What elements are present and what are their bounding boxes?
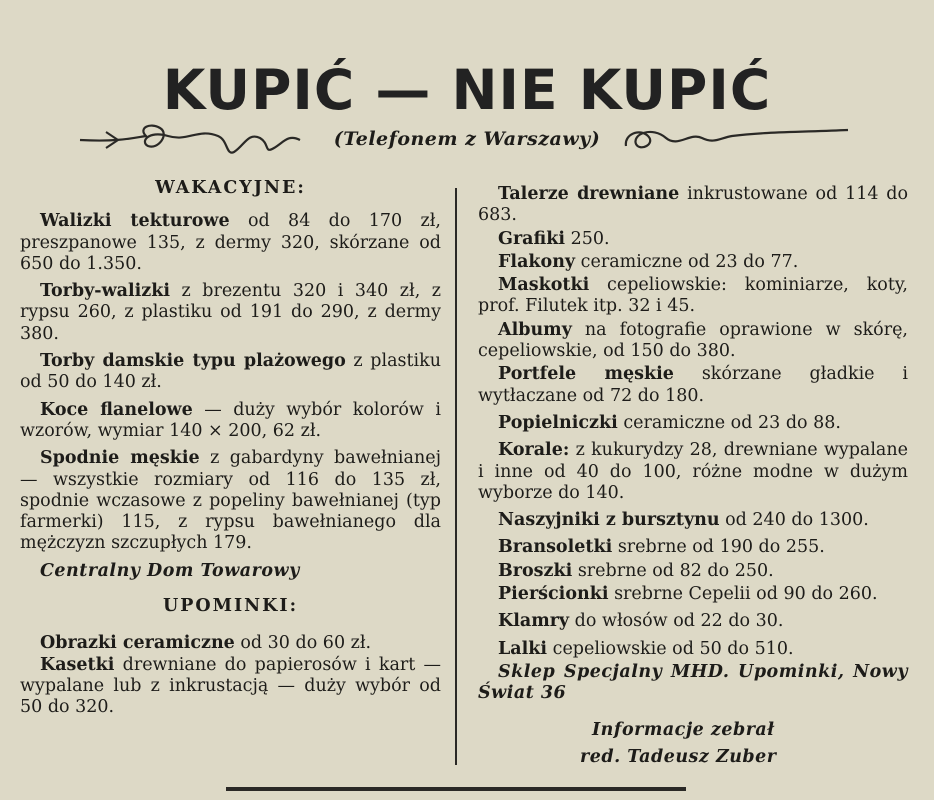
item-torby-walizki: Torby-walizki z brezentu 320 i 340 zł, z rypsu 260, z plastiku od 191 do 290, z dermy 380. bbox=[20, 281, 441, 344]
item-flakony: Flakony ceramiczne od 23 do 77. bbox=[498, 251, 799, 272]
credit-line1: Informacje zebrał bbox=[592, 720, 775, 740]
item-pierscionki: Pierścionki srebrne Cepelii od 90 do 260. bbox=[498, 584, 878, 605]
item-bransoletki: Bransoletki srebrne od 190 do 255. bbox=[498, 537, 825, 558]
section-heading-wakacyjne: WAKACYJNE: bbox=[155, 178, 306, 198]
subtitle: (Telefonem z Warszawy) bbox=[333, 128, 601, 150]
section-heading-upominki: UPOMINKI: bbox=[162, 596, 299, 617]
item-torby-damskie: Torby damskie typu plażowego z plastiku od 50 do 140 zł. bbox=[20, 351, 441, 393]
item-portfele: Portfele męskie skórzane gładkie i wytłaczane od 72 do 180. bbox=[478, 364, 908, 406]
left-column bbox=[20, 178, 441, 725]
bottom-rule bbox=[226, 787, 686, 791]
source-mhd: Sklep Specjalny MHD. Upominki, Nowy Świat 36 bbox=[478, 661, 908, 704]
item-spodnie: Spodnie męskie z gabardyny bawełnianej — wszystkie rozmiary od 116 do 135 zł, spodnie wczasowe z popeliny bawełnianej (typ farmerki) 115, z rypsu bawełnianego dla mężczyzn szczupłych 179. bbox=[20, 448, 442, 554]
headline: KUPIĆ — NIE KUPIĆ bbox=[162, 58, 772, 122]
item-talerze: Talerze drewniane inkrustowane od 114 do 683. bbox=[478, 184, 908, 226]
item-klamry: Klamry do włosów od 22 do 30. bbox=[498, 611, 784, 632]
item-lalki: Lalki cepeliowskie od 50 do 510. bbox=[498, 638, 794, 659]
right-column bbox=[478, 184, 908, 707]
item-naszyjniki: Naszyjniki z bursztynu od 240 do 1300. bbox=[498, 510, 869, 531]
item-koce: Koce flanelowe — duży wybór kolorów i wzorów, wymiar 140 × 200, 62 zł. bbox=[20, 399, 441, 441]
source-cdt: Centralny Dom Towarowy bbox=[40, 560, 300, 581]
column-divider bbox=[455, 188, 457, 765]
credit-line2: red. Tadeusz Zuber bbox=[580, 747, 777, 767]
item-korale: Korale: z kukurydzy 28, drewniane wypalane i inne od 40 do 100, różne modne w dużym wyborze do 140. bbox=[478, 440, 908, 503]
item-walizki: Walizki tekturowe od 84 do 170 zł, preszpanowe 135, z dermy 320, skórzane od 650 do 1.350. bbox=[20, 211, 441, 274]
item-maskotki: Maskotki cepeliowskie: kominiarze, koty, prof. Filutek itp. 32 i 45. bbox=[478, 275, 908, 317]
item-broszki: Broszki srebrne od 82 do 250. bbox=[498, 560, 774, 581]
item-kasetki: Kasetki drewniane do papierosów i kart — wypalane lub z inkrustacją — duży wybór od 50 do 320. bbox=[20, 654, 441, 718]
item-popielniczki: Popielniczki ceramiczne od 23 do 88. bbox=[498, 412, 841, 433]
item-albumy: Albumy na fotografie oprawione w skórę, cepeliowskie, od 150 do 380. bbox=[478, 319, 908, 362]
right-flourish-ornament bbox=[622, 118, 852, 168]
item-obrazki: Obrazki ceramiczne od 30 do 60 zł. bbox=[40, 633, 372, 654]
item-grafiki: Grafiki 250. bbox=[498, 228, 610, 249]
